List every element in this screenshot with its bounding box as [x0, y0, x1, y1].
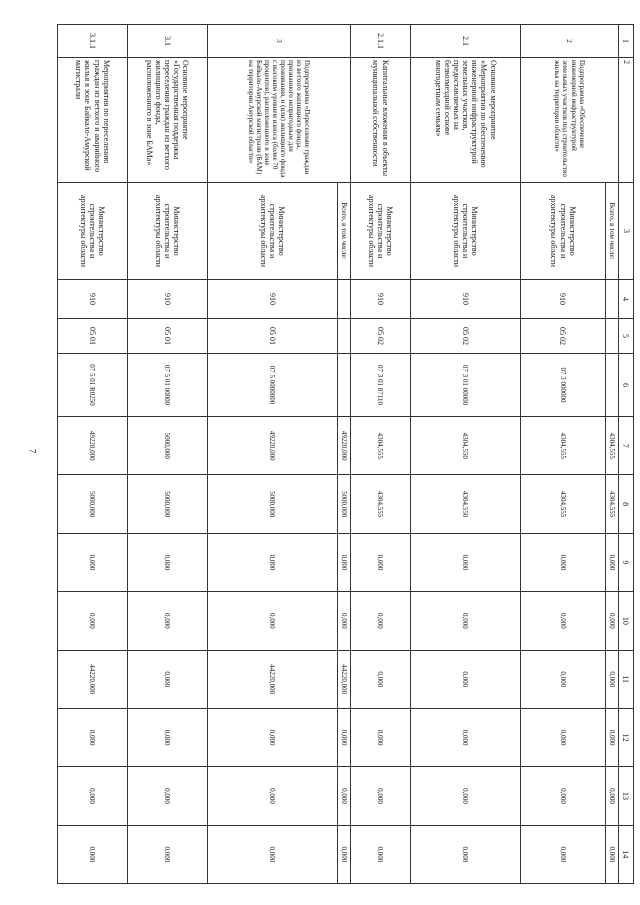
value-cell: 0,000 [58, 533, 128, 591]
value-cell: 0,000 [208, 825, 338, 883]
table-row [411, 25, 521, 884]
value-cell: 0,000 [606, 708, 619, 766]
value-cell: 0,000 [208, 533, 338, 591]
executor: Министерство строительства и архитектуры области [411, 183, 521, 280]
value-cell: 0,000 [351, 533, 411, 591]
col-header: 4 [619, 280, 634, 319]
value-cell: 0,000 [58, 708, 128, 766]
value-cell: 0,000 [208, 767, 338, 825]
executor: Министерство строительства и архитектуры области [521, 183, 606, 280]
value-cell: 5000,000 [128, 417, 208, 475]
budget-table-sheet [59, 24, 634, 884]
csr-code: 07 5 0000000 [208, 354, 338, 417]
table-row [128, 25, 208, 884]
col-header: 11 [619, 650, 634, 708]
row-number: 2 [521, 25, 619, 58]
empty-cell [338, 354, 351, 417]
value-cell: 0,000 [351, 592, 411, 650]
value-cell: 5000,000 [338, 475, 351, 533]
subtotal-row [338, 25, 351, 884]
grbs-code: 910 [128, 280, 208, 319]
value-cell: 4304,550 [411, 417, 521, 475]
value-cell: 0,000 [521, 708, 606, 766]
value-cell: 0,000 [128, 825, 208, 883]
value-cell: 0,000 [606, 592, 619, 650]
col-header: 12 [619, 708, 634, 766]
csr-code: 07 3 01 00000 [411, 354, 521, 417]
col-header: 3 [619, 183, 634, 280]
value-cell: 0,000 [338, 592, 351, 650]
value-cell: 0,000 [411, 708, 521, 766]
value-cell: 5000,000 [208, 475, 338, 533]
executor: Министерство строительства и архитектуры области [128, 183, 208, 280]
value-cell: 0,000 [128, 767, 208, 825]
value-cell: 4304,550 [411, 475, 521, 533]
row-number: 3.1 [128, 25, 208, 58]
value-cell: 0,000 [606, 767, 619, 825]
value-cell: 4304,555 [606, 417, 619, 475]
value-cell: 49220,000 [58, 417, 128, 475]
value-cell: 4304,555 [351, 417, 411, 475]
value-cell: 0,000 [208, 708, 338, 766]
table-row [58, 25, 128, 884]
value-cell: 0,000 [351, 708, 411, 766]
value-cell: 44220,000 [208, 650, 338, 708]
value-cell: 0,000 [351, 650, 411, 708]
empty-cell [606, 280, 619, 319]
subtotal-label: Всего, в том числе: [338, 183, 351, 280]
subtotal-label: Всего, в том числе: [606, 183, 619, 280]
value-cell: 0,000 [338, 825, 351, 883]
executor: Министерство строительства и архитектуры области [58, 183, 128, 280]
col-header: 8 [619, 475, 634, 533]
value-cell: 0,000 [411, 825, 521, 883]
csr-code: 07 5 01 R0250 [58, 354, 128, 417]
value-cell: 49220,000 [338, 417, 351, 475]
budget-table [57, 24, 634, 884]
rzpr-code: 05 01 [58, 319, 128, 354]
row-number: 3.1.1 [58, 25, 128, 58]
value-cell: 0,000 [411, 533, 521, 591]
grbs-code: 910 [351, 280, 411, 319]
empty-cell [338, 280, 351, 319]
empty-cell [338, 319, 351, 354]
value-cell: 44220,000 [58, 650, 128, 708]
value-cell: 5000,000 [128, 475, 208, 533]
grbs-code: 910 [58, 280, 128, 319]
value-cell: 0,000 [208, 592, 338, 650]
col-header: 2 [619, 58, 634, 183]
value-cell: 0,000 [351, 825, 411, 883]
row-name: Подпрограмма «Переселение граждан из ветхого жилищного фонда, признанного непригодным для проживания, и (или) жилищного фонда с высоким уровнем износа (более 70 процентов), расположенного в зоне Байкало-Амурской магистрали (БАМ) на территории Амурской области» [208, 58, 351, 183]
row-name: Мероприятия по переселению граждан из ветхого и аварийного жилья в зоне Байкало-Амурской магистрали [58, 58, 128, 183]
row-name: Основное мероприятие «Государственная поддержка переселения граждан из ветхого жилищного фонда, расположенного в зоне БАМа» [128, 58, 208, 183]
col-header: 7 [619, 417, 634, 475]
csr-code: 07 3 000000 [521, 354, 606, 417]
rzpr-code: 05 01 [128, 319, 208, 354]
rzpr-code: 05 02 [351, 319, 411, 354]
value-cell: 0,000 [521, 650, 606, 708]
col-header: 10 [619, 592, 634, 650]
value-cell: 0,000 [521, 767, 606, 825]
value-cell: 0,000 [351, 767, 411, 825]
value-cell: 0,000 [338, 767, 351, 825]
grbs-code: 910 [208, 280, 338, 319]
row-number: 2.1.1 [351, 25, 411, 58]
subtotal-row [606, 25, 619, 884]
row-number: 2.1 [411, 25, 521, 58]
value-cell: 0,000 [128, 708, 208, 766]
row-name: Подпрограмма «Обеспечение инженерной инфраструктурой земельных участков под строительство жилья на территории области» [521, 58, 619, 183]
value-cell: 0,000 [338, 708, 351, 766]
value-cell: 0,000 [128, 592, 208, 650]
col-header: 9 [619, 533, 634, 591]
grbs-code: 910 [521, 280, 606, 319]
value-cell: 0,000 [521, 592, 606, 650]
value-cell: 0,000 [411, 767, 521, 825]
csr-code: 07 5 01 00000 [128, 354, 208, 417]
col-header: 5 [619, 319, 634, 354]
value-cell: 4304,555 [606, 475, 619, 533]
value-cell: 0,000 [606, 533, 619, 591]
col-header: 14 [619, 825, 634, 883]
value-cell: 0,000 [128, 533, 208, 591]
executor: Министерство строительства и архитектуры области [351, 183, 411, 280]
executor: Министерство строительства и архитектуры области [208, 183, 338, 280]
value-cell: 0,000 [521, 825, 606, 883]
col-header: 6 [619, 354, 634, 417]
value-cell: 0,000 [606, 650, 619, 708]
value-cell: 0,000 [128, 650, 208, 708]
row-name: Основное мероприятие «Мероприятия по обеспечению инженерной инфраструктурой земельных участков, предоставляемых на безвозмездной основе многодетным семьям» [411, 58, 521, 183]
rzpr-code: 05 02 [411, 319, 521, 354]
value-cell: 0,000 [58, 767, 128, 825]
value-cell: 0,000 [58, 825, 128, 883]
csr-code: 07 3 01 87110 [351, 354, 411, 417]
value-cell: 0,000 [521, 533, 606, 591]
value-cell: 4304,555 [351, 475, 411, 533]
value-cell: 0,000 [411, 650, 521, 708]
empty-cell [606, 319, 619, 354]
col-header: 13 [619, 767, 634, 825]
value-cell: 0,000 [338, 533, 351, 591]
value-cell: 0,000 [58, 592, 128, 650]
col-header: 1 [619, 25, 634, 58]
row-name: Капитальные вложения в объекты муниципальной собственности [351, 58, 411, 183]
grbs-code: 910 [411, 280, 521, 319]
rzpr-code: 05 02 [521, 319, 606, 354]
page-number: 7 [27, 448, 38, 454]
value-cell: 4304,555 [521, 475, 606, 533]
value-cell: 0,000 [411, 592, 521, 650]
value-cell: 0,000 [606, 825, 619, 883]
value-cell: 44220,000 [338, 650, 351, 708]
column-number-row [619, 25, 634, 884]
rzpr-code: 05 01 [208, 319, 338, 354]
table-row [351, 25, 411, 884]
empty-cell [606, 354, 619, 417]
value-cell: 5000,000 [58, 475, 128, 533]
value-cell: 49220,000 [208, 417, 338, 475]
value-cell: 4304,555 [521, 417, 606, 475]
row-number: 3 [208, 25, 351, 58]
